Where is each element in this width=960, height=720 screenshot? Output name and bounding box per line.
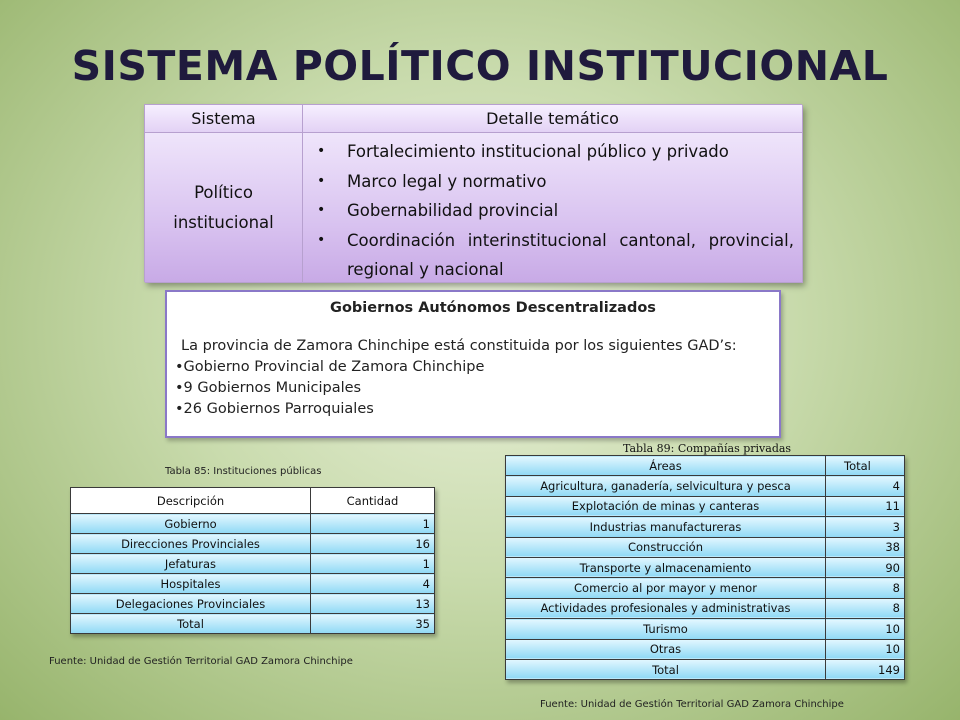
detail-text: Coordinación interinstitucional cantonal, provincial, regional y nacional <box>347 230 794 279</box>
list-item <box>313 226 794 285</box>
cell-label: Construcción <box>506 537 826 557</box>
cell-value: 3 <box>826 517 905 537</box>
table-row <box>506 578 905 598</box>
cell-value: 10 <box>826 619 905 639</box>
col-header: Descripción <box>71 488 311 514</box>
table85-source: Fuente: Unidad de Gestión Territorial GAD Zamora Chinchipe <box>49 656 353 667</box>
table89-caption: Tabla 89: Compañías privadas <box>623 442 792 455</box>
cell-value: 11 <box>826 496 905 516</box>
col-header: Total <box>826 456 905 476</box>
companias-table <box>505 455 905 680</box>
table-row <box>506 557 905 577</box>
bullet-icon: • <box>317 231 326 248</box>
header-detalle: Detalle temático <box>303 105 803 133</box>
table-row <box>506 496 905 516</box>
table-row <box>71 574 435 594</box>
table-header-row <box>71 488 435 514</box>
cell-label: Total <box>71 614 311 634</box>
system-name-cell <box>145 133 303 283</box>
detail-text: Fortalecimiento institucional público y privado <box>347 142 729 161</box>
table-row <box>71 594 435 614</box>
cell-label: Transporte y almacenamiento <box>506 557 826 577</box>
table-row <box>506 598 905 618</box>
cell-value: 35 <box>311 614 435 634</box>
cell-value: 10 <box>826 639 905 659</box>
cell-label: Direcciones Provinciales <box>71 534 311 554</box>
cell-label: Gobierno <box>71 514 311 534</box>
cell-label: Explotación de minas y canteras <box>506 496 826 516</box>
cell-label: Comercio al por mayor y menor <box>506 578 826 598</box>
table-row-total <box>71 614 435 634</box>
table85-caption: Tabla 85: Instituciones públicas <box>165 466 322 477</box>
cell-label: Agricultura, ganadería, selvicultura y pesca <box>506 476 826 496</box>
table-row <box>71 514 435 534</box>
cell-value: 1 <box>311 554 435 574</box>
detail-list <box>303 133 802 285</box>
gad-intro: La provincia de Zamora Chinchipe está constituida por los siguientes GAD’s: <box>181 338 737 354</box>
table-header-row <box>506 456 905 476</box>
cell-value: 8 <box>826 578 905 598</box>
gad-item: •26 Gobiernos Parroquiales <box>175 401 374 417</box>
col-header: Cantidad <box>311 488 435 514</box>
gad-item: •Gobierno Provincial de Zamora Chinchipe <box>175 359 485 375</box>
cell-value: 13 <box>311 594 435 614</box>
cell-label: Industrias manufactureras <box>506 517 826 537</box>
detail-text: Marco legal y normativo <box>347 171 547 191</box>
cell-label: Hospitales <box>71 574 311 594</box>
cell-value: 4 <box>826 476 905 496</box>
gad-item: •9 Gobiernos Municipales <box>175 380 362 396</box>
cell-value: 38 <box>826 537 905 557</box>
col-header: Áreas <box>506 456 826 476</box>
cell-value: 149 <box>826 659 905 679</box>
bullet-icon: • <box>317 143 326 159</box>
table-row <box>506 537 905 557</box>
table-row <box>506 517 905 537</box>
cell-label: Delegaciones Provinciales <box>71 594 311 614</box>
cell-value: 4 <box>311 574 435 594</box>
system-name: Político institucional <box>173 182 274 232</box>
cell-label: Total <box>506 659 826 679</box>
cell-value: 1 <box>311 514 435 534</box>
cell-label: Otras <box>506 639 826 659</box>
cell-value: 8 <box>826 598 905 618</box>
table-row-total <box>506 659 905 679</box>
page-title: SISTEMA POLÍTICO INSTITUCIONAL <box>71 42 889 90</box>
gad-box <box>165 290 781 438</box>
table-row <box>506 639 905 659</box>
cell-value: 90 <box>826 557 905 577</box>
cell-label: Turismo <box>506 619 826 639</box>
detail-text: Gobernabilidad provincial <box>347 201 559 220</box>
instituciones-table <box>70 487 435 634</box>
list-item <box>313 167 794 197</box>
cell-label: Jefaturas <box>71 554 311 574</box>
cell-label: Actividades profesionales y administrativas <box>506 598 826 618</box>
table-row <box>71 534 435 554</box>
bullet-icon: • <box>317 202 326 218</box>
sistema-table <box>144 104 802 282</box>
cell-value: 16 <box>311 534 435 554</box>
list-item <box>313 196 794 226</box>
table-row <box>506 619 905 639</box>
list-item <box>313 137 794 167</box>
table89-source: Fuente: Unidad de Gestión Territorial GAD Zamora Chinchipe <box>540 699 844 710</box>
bullet-icon: • <box>317 172 326 189</box>
table-row <box>506 476 905 496</box>
detail-cell <box>303 133 803 283</box>
gad-title: Gobiernos Autónomos Descentralizados <box>330 300 656 316</box>
table-row <box>71 554 435 574</box>
header-sistema: Sistema <box>145 105 303 133</box>
